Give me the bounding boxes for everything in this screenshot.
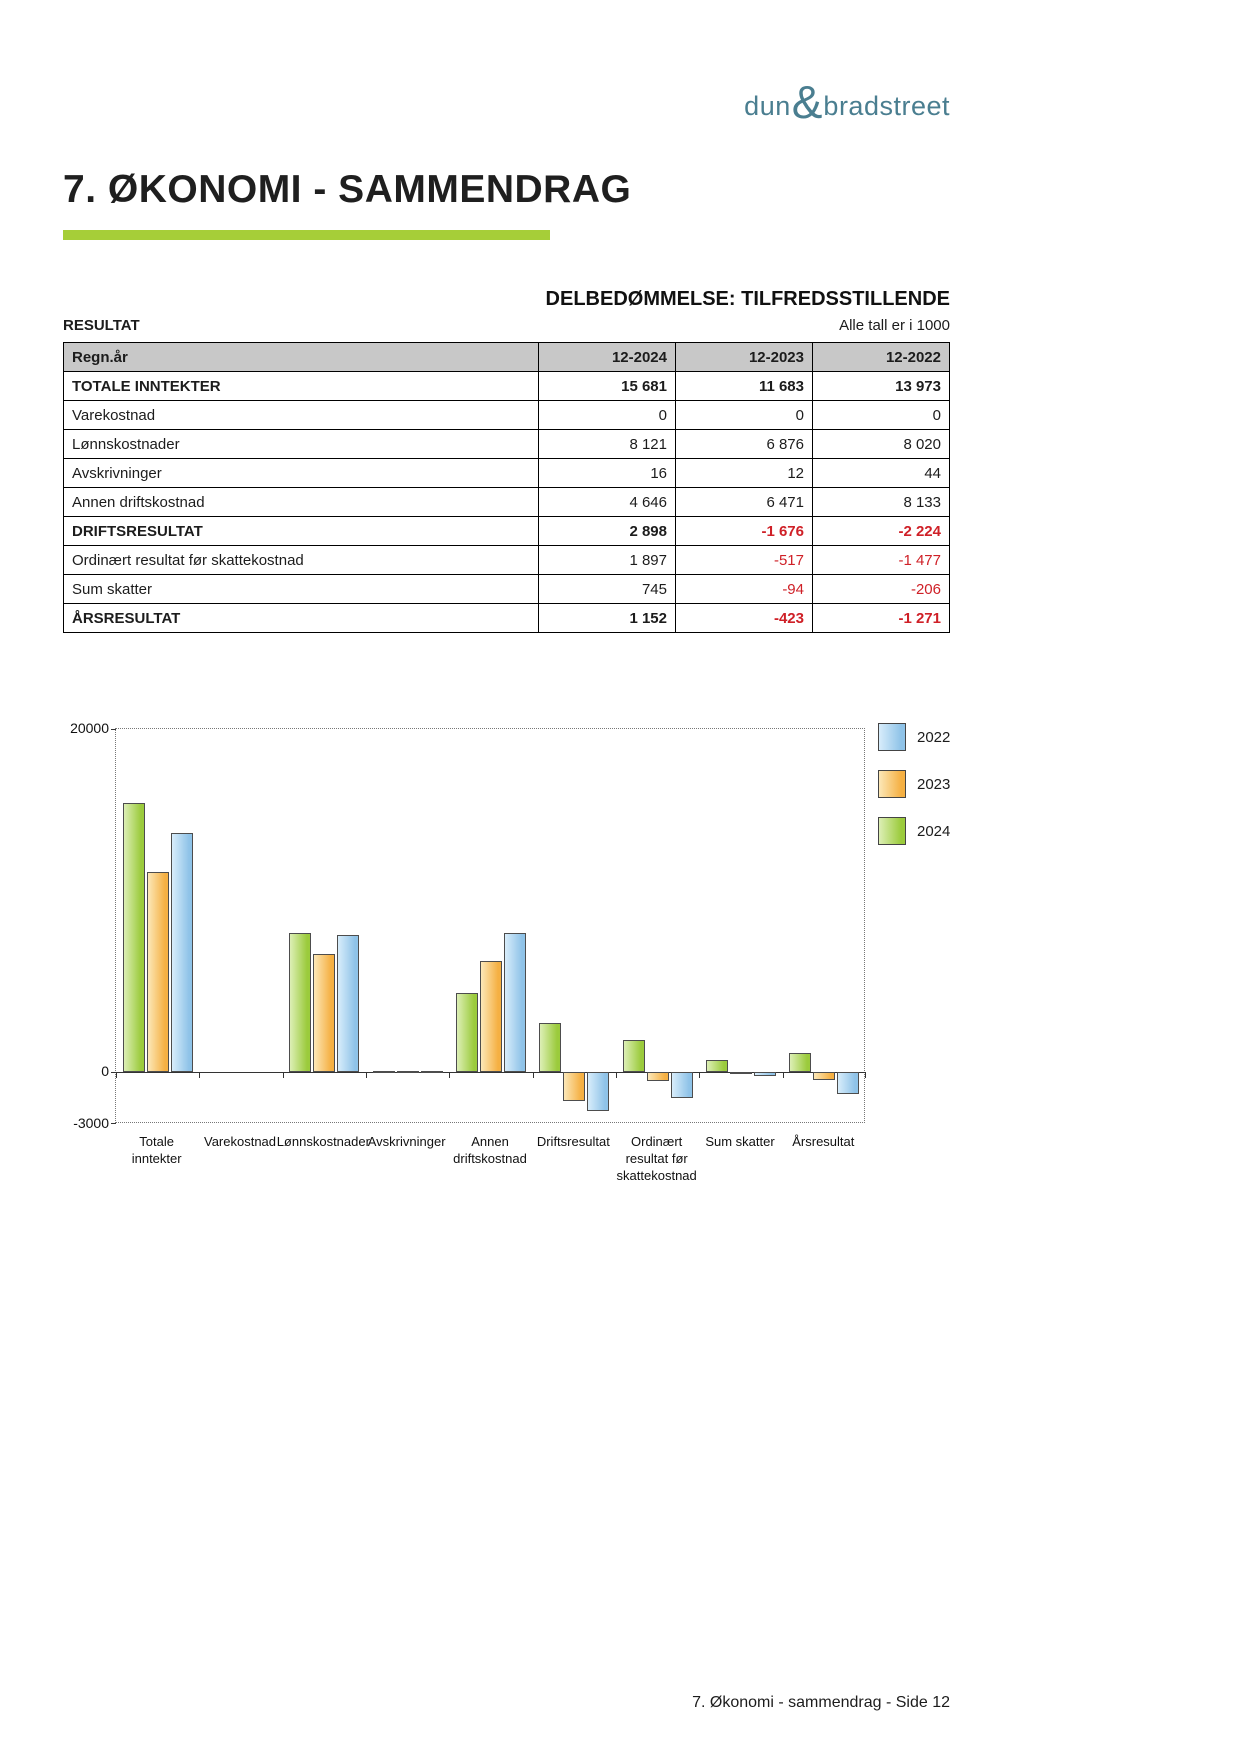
title-accent-rule xyxy=(63,230,550,240)
bar-2024-6 xyxy=(623,1040,645,1073)
y-tick-mark xyxy=(111,729,116,730)
x-category-label: Varekostnad xyxy=(203,1134,277,1149)
row-value: -1 477 xyxy=(813,546,950,575)
bar-2023-7 xyxy=(730,1072,752,1074)
table-row xyxy=(64,401,950,430)
x-category-label: Driftsresultat xyxy=(536,1134,610,1149)
row-value: -206 xyxy=(813,575,950,604)
table-row xyxy=(64,488,950,517)
row-value: 745 xyxy=(539,575,676,604)
x-category-label: Lønnskostnader xyxy=(276,1134,370,1149)
bar-2022-7 xyxy=(754,1072,776,1076)
page-footer: 7. Økonomi - sammendrag - Side 12 xyxy=(692,1694,950,1711)
bar-2024-8 xyxy=(789,1053,811,1073)
bar-2022-2 xyxy=(337,935,359,1073)
table-row xyxy=(64,546,950,575)
axis-tick xyxy=(783,1072,784,1078)
bar-2022-5 xyxy=(587,1072,609,1110)
bar-2023-5 xyxy=(563,1072,585,1101)
row-label: Annen driftskostnad xyxy=(64,488,539,517)
axis-tick xyxy=(616,1072,617,1078)
legend-label-2024: 2024 xyxy=(917,822,951,840)
logo-word-bradstreet: bradstreet xyxy=(823,91,950,121)
row-value: -1 271 xyxy=(813,604,950,633)
results-table-head xyxy=(64,343,950,372)
bar-2023-6 xyxy=(647,1072,669,1081)
x-category-label: Avskrivninger xyxy=(367,1134,446,1149)
bar-2022-3 xyxy=(421,1071,443,1073)
y-tick-label: -3000 xyxy=(73,1115,109,1131)
row-value: -2 224 xyxy=(813,517,950,546)
row-label: DRIFTSRESULTAT xyxy=(64,517,539,546)
bar-2024-4 xyxy=(456,993,478,1073)
y-tick-label: 0 xyxy=(101,1063,109,1080)
bar-2023-8 xyxy=(813,1072,835,1079)
y-tick-mark xyxy=(111,1072,116,1073)
table-row xyxy=(64,430,950,459)
chart-legend xyxy=(878,723,950,864)
bar-2023-2 xyxy=(313,954,335,1072)
legend-item-2022 xyxy=(878,723,950,751)
bar-2022-8 xyxy=(837,1072,859,1094)
x-category-label: Annen driftskostnad xyxy=(453,1134,527,1166)
row-label: Sum skatter xyxy=(64,575,539,604)
row-value: 11 683 xyxy=(676,372,813,401)
bar-2024-5 xyxy=(539,1023,561,1073)
table-row xyxy=(64,459,950,488)
row-value: 0 xyxy=(539,401,676,430)
legend-swatch-2024 xyxy=(878,817,906,845)
row-value: 4 646 xyxy=(539,488,676,517)
bar-2023-3 xyxy=(397,1071,419,1073)
row-value: 1 152 xyxy=(539,604,676,633)
bar-2022-6 xyxy=(671,1072,693,1097)
table-row xyxy=(64,517,950,546)
results-table-body xyxy=(64,372,950,633)
results-table xyxy=(63,342,950,633)
x-category-label: Totale inntekter xyxy=(131,1134,182,1166)
header-12-2023: 12-2023 xyxy=(676,343,813,372)
table-row xyxy=(64,372,950,401)
bar-2023-4 xyxy=(480,961,502,1072)
legend-swatch-2022 xyxy=(878,723,906,751)
legend-label-2023: 2023 xyxy=(917,775,951,793)
row-value: 0 xyxy=(813,401,950,430)
x-category-label: Ordinært resultat før skattekostnad xyxy=(616,1134,697,1183)
row-value: 1 897 xyxy=(539,546,676,575)
row-value: 16 xyxy=(539,459,676,488)
legend-label-2022: 2022 xyxy=(917,728,951,746)
axis-tick xyxy=(116,1072,117,1078)
logo-word-dun: dun xyxy=(744,91,791,121)
row-value: 13 973 xyxy=(813,372,950,401)
assessment-text: DELBEDØMMELSE: TILFREDSSTILLENDE xyxy=(545,288,950,310)
row-value: -94 xyxy=(676,575,813,604)
row-value: 15 681 xyxy=(539,372,676,401)
units-note: Alle tall er i 1000 xyxy=(839,317,950,334)
row-value: 12 xyxy=(676,459,813,488)
table-row xyxy=(64,575,950,604)
row-label: Avskrivninger xyxy=(64,459,539,488)
row-label: Varekostnad xyxy=(64,401,539,430)
header-regnar: Regn.år xyxy=(64,343,539,372)
x-category-label: Årsresultat xyxy=(792,1134,855,1149)
x-category-label: Sum skatter xyxy=(705,1134,775,1149)
header-12-2022: 12-2022 xyxy=(813,343,950,372)
row-value: 6 471 xyxy=(676,488,813,517)
row-value: 6 876 xyxy=(676,430,813,459)
header-12-2024: 12-2024 xyxy=(539,343,676,372)
row-value: 8 121 xyxy=(539,430,676,459)
table-row xyxy=(64,604,950,633)
axis-tick xyxy=(865,1072,866,1078)
chart-plot xyxy=(115,728,865,1123)
axis-tick xyxy=(533,1072,534,1078)
row-value: 0 xyxy=(676,401,813,430)
bar-2024-2 xyxy=(289,933,311,1072)
bar-2022-4 xyxy=(504,933,526,1073)
bar-2024-3 xyxy=(373,1071,395,1073)
row-value: 2 898 xyxy=(539,517,676,546)
axis-tick xyxy=(366,1072,367,1078)
row-value: 44 xyxy=(813,459,950,488)
axis-tick xyxy=(449,1072,450,1078)
row-value: -1 676 xyxy=(676,517,813,546)
row-label: ÅRSRESULTAT xyxy=(64,604,539,633)
row-label: TOTALE INNTEKTER xyxy=(64,372,539,401)
results-bar-chart xyxy=(63,698,983,1218)
row-value: 8 133 xyxy=(813,488,950,517)
axis-tick xyxy=(283,1072,284,1078)
axis-tick xyxy=(699,1072,700,1078)
legend-item-2023 xyxy=(878,770,950,798)
bar-2022-0 xyxy=(171,833,193,1073)
row-value: 8 020 xyxy=(813,430,950,459)
y-tick-label: 20000 xyxy=(70,720,109,736)
legend-swatch-2023 xyxy=(878,770,906,798)
dun-bradstreet-logo xyxy=(735,76,950,128)
bar-2024-7 xyxy=(706,1060,728,1073)
row-label: Lønnskostnader xyxy=(64,430,539,459)
y-tick-mark xyxy=(111,1123,116,1124)
ampersand-icon: & xyxy=(791,76,823,128)
table-header-row xyxy=(64,343,950,372)
legend-item-2024 xyxy=(878,817,950,845)
row-value: -517 xyxy=(676,546,813,575)
section-label: RESULTAT xyxy=(63,317,140,334)
axis-tick xyxy=(199,1072,200,1078)
table-meta-line xyxy=(63,317,950,334)
bar-2023-0 xyxy=(147,872,169,1073)
page-title: 7. ØKONOMI - SAMMENDRAG xyxy=(63,168,632,211)
row-label: Ordinært resultat før skattekostnad xyxy=(64,546,539,575)
row-value: -423 xyxy=(676,604,813,633)
bar-2024-0 xyxy=(123,803,145,1072)
